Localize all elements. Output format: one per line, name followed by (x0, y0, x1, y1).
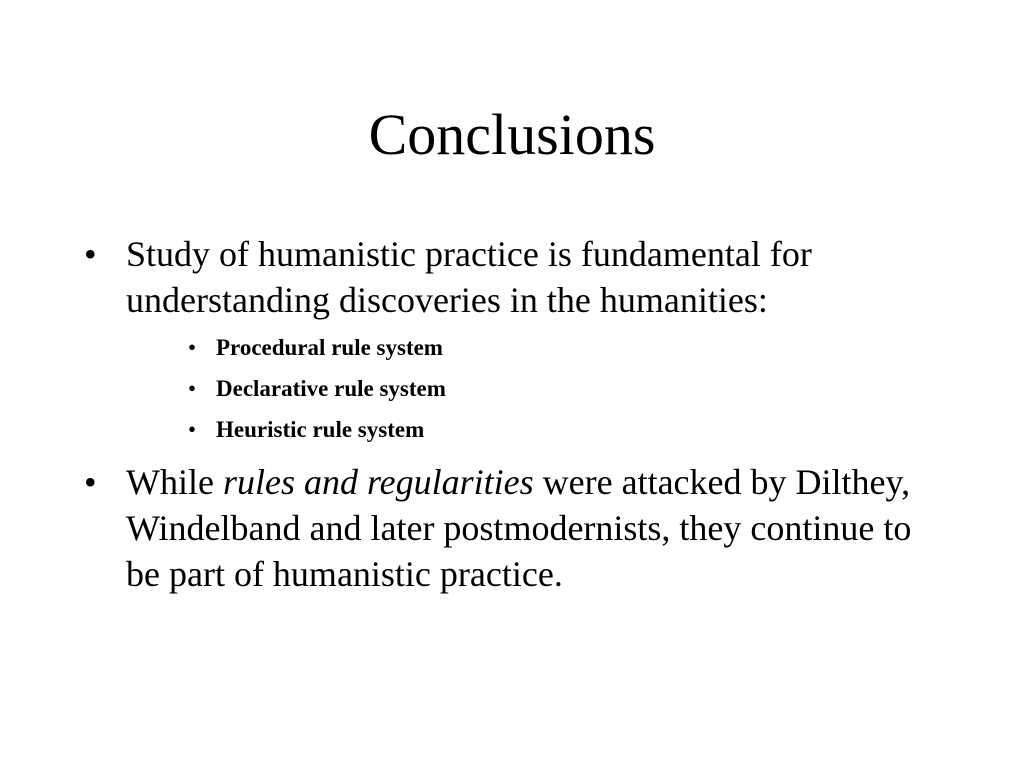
bullet-marker: • (84, 462, 97, 502)
bullet-text (126, 459, 944, 597)
slide-title: Conclusions (368, 102, 656, 167)
bullet-marker: • (84, 234, 97, 274)
sub-bullet-marker: • (188, 417, 197, 442)
sub-bullet-marker: • (188, 376, 197, 401)
bullet-text: Study of humanistic practice is fundamental for understanding discoveries in the humanities: (126, 234, 812, 320)
sub-bullet-text: Procedural rule system (216, 335, 443, 360)
sub-bullet-marker: • (188, 335, 197, 360)
sub-bullet-text: Declarative rule system (216, 376, 446, 401)
bullet-text-before: While (126, 462, 223, 502)
bullet-item-rules (84, 459, 944, 599)
sub-bullet-text: Heuristic rule system (216, 417, 425, 442)
bullet-text-after: were attacked by Dilthey, Windelband and later postmodernists, they continue to be part of humanistic practice. (126, 462, 912, 594)
bullet-item-study (84, 231, 944, 327)
bullet-text-emphasis: rules and regularities (222, 462, 534, 502)
